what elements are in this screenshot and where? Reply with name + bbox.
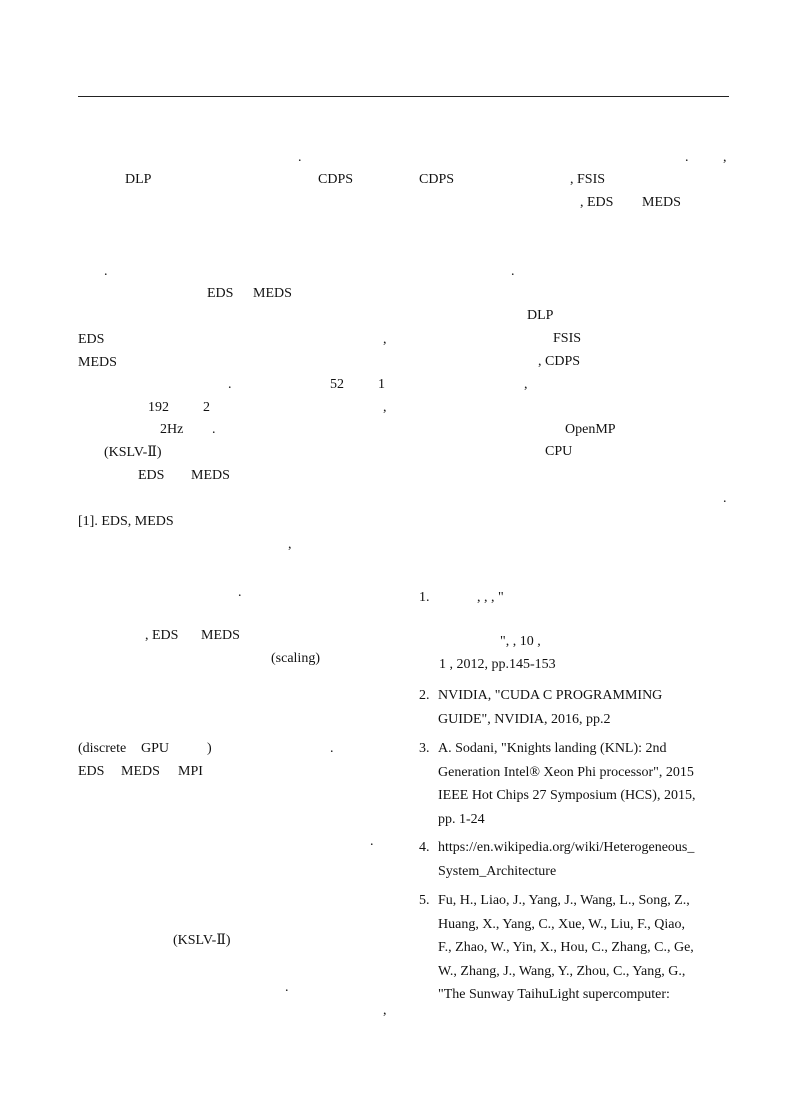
- text-fragment: .: [685, 150, 689, 165]
- text-fragment: .: [330, 741, 334, 756]
- text-fragment: EDS: [207, 286, 234, 301]
- reference-line: System_Architecture: [438, 863, 557, 879]
- reference-line: F., Zhao, W., Yin, X., Hou, C., Zhang, C., Ge,: [438, 940, 694, 955]
- reference-line: 1 , 2012, pp.145-153: [439, 657, 556, 672]
- text-fragment: , EDS: [145, 628, 179, 643]
- text-fragment: .: [212, 422, 216, 437]
- reference-line: NVIDIA, "CUDA C PROGRAMMING: [438, 688, 663, 703]
- text-fragment: .: [511, 264, 515, 279]
- text-fragment: .: [370, 834, 374, 849]
- text-fragment: .: [238, 585, 242, 600]
- text-fragment: CDPS: [318, 172, 354, 187]
- text-fragment: , CDPS: [538, 354, 581, 369]
- text-fragment: OpenMP: [565, 422, 616, 437]
- reference-number: 2.: [419, 688, 430, 703]
- reference-number: 5.: [419, 893, 430, 908]
- reference-line: ", , 10 ,: [500, 634, 541, 649]
- reference-number: 1.: [419, 590, 430, 605]
- text-fragment: MEDS: [642, 195, 681, 210]
- header-rule: [78, 96, 729, 97]
- text-fragment: MEDS: [121, 764, 160, 779]
- text-fragment: EDS: [138, 468, 165, 483]
- text-fragment: ,: [723, 150, 727, 165]
- text-fragment: (scaling): [271, 651, 320, 666]
- text-fragment: ,: [383, 400, 387, 415]
- reference-item: [419, 586, 729, 676]
- reference-line: , , , ": [477, 590, 504, 605]
- text-fragment: .: [228, 377, 232, 392]
- reference-line: GUIDE", NVIDIA, 2016, pp.2: [438, 711, 611, 727]
- reference-line: IEEE Hot Chips 27 Symposium (HCS), 2015,: [438, 788, 696, 803]
- text-fragment: ,: [383, 1003, 387, 1018]
- text-fragment: MEDS: [191, 468, 230, 483]
- reference-line: W., Zhang, J., Wang, Y., Zhou, C., Yang, G.,: [438, 963, 686, 979]
- text-fragment: MPI: [178, 764, 203, 779]
- text-fragment: , EDS: [580, 195, 614, 210]
- text-fragment: 2Hz: [160, 422, 184, 437]
- reference-number: 4.: [419, 840, 430, 855]
- text-fragment: DLP: [125, 172, 152, 187]
- reference-line: Huang, X., Yang, C., Xue, W., Liu, F., Qiao,: [438, 916, 685, 932]
- reference-line: Fu, H., Liao, J., Yang, J., Wang, L., Song, Z.,: [438, 893, 690, 908]
- reference-line: A. Sodani, "Knights landing (KNL): 2nd: [438, 741, 667, 756]
- text-fragment: EDS: [78, 332, 105, 347]
- text-fragment: .: [285, 980, 289, 995]
- text-fragment: EDS: [78, 764, 105, 779]
- text-fragment: .: [104, 264, 108, 279]
- text-fragment: .: [723, 491, 727, 506]
- text-fragment: CDPS: [419, 172, 455, 187]
- text-fragment: ): [207, 741, 212, 756]
- text-fragment: 1: [378, 377, 385, 392]
- reference-line: "The Sunway TaihuLight supercomputer:: [438, 987, 670, 1002]
- reference-line: Generation Intel® Xeon Phi processor", 2015: [438, 764, 694, 780]
- text-fragment: ,: [383, 332, 387, 347]
- text-fragment: MEDS: [253, 286, 292, 301]
- text-fragment: (discrete: [78, 741, 127, 756]
- text-fragment: 52: [330, 377, 344, 392]
- text-fragment: (KSLV-Ⅱ): [173, 933, 231, 948]
- text-fragment: 2: [203, 400, 210, 415]
- text-fragment: ,: [288, 537, 292, 552]
- text-fragment: MEDS: [78, 355, 117, 370]
- reference-line: https://en.wikipedia.org/wiki/Heterogeneous_: [438, 840, 695, 855]
- text-fragment: GPU: [141, 741, 170, 756]
- text-fragment: (KSLV-Ⅱ): [104, 445, 162, 460]
- reference-line: pp. 1-24: [438, 811, 485, 827]
- text-fragment: FSIS: [553, 331, 582, 346]
- text-fragment: .: [298, 150, 302, 165]
- text-fragment: [1]. EDS, MEDS: [78, 514, 174, 529]
- text-fragment: CPU: [545, 444, 573, 459]
- text-fragment: MEDS: [201, 628, 240, 643]
- text-fragment: ,: [524, 377, 528, 392]
- text-fragment: 192: [148, 400, 169, 415]
- reference-number: 3.: [419, 741, 430, 756]
- text-fragment: , FSIS: [570, 172, 606, 187]
- text-fragment: DLP: [527, 308, 554, 323]
